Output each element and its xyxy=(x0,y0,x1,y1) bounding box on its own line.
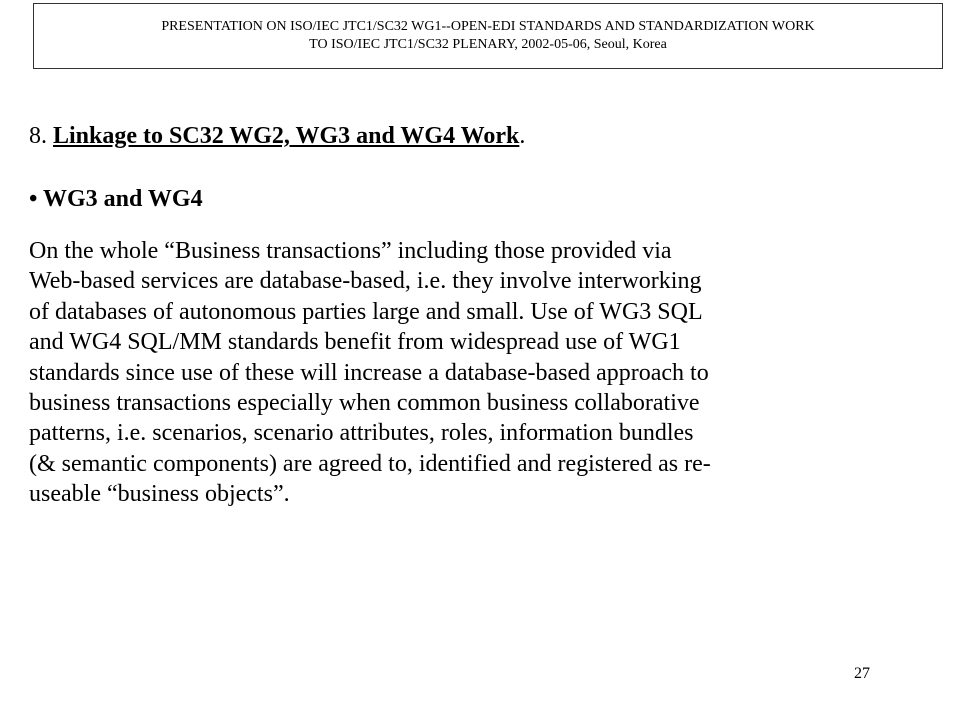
bullet-marker: • xyxy=(29,186,38,212)
body-line: business transactions especially when common business collaborative xyxy=(29,390,700,417)
header-line-1: PRESENTATION ON ISO/IEC JTC1/SC32 WG1--OPEN-EDI STANDARDS AND STANDARDIZATION WORK xyxy=(161,19,815,34)
body-line: patterns, i.e. scenarios, scenario attributes, roles, information bundles xyxy=(29,420,694,447)
header-line-2: TO ISO/IEC JTC1/SC32 PLENARY, 2002-05-06, Seoul, Korea xyxy=(309,37,667,52)
bullet-item xyxy=(29,183,203,215)
body-line: and WG4 SQL/MM standards benefit from widespread use of WG1 xyxy=(29,329,681,356)
body-line: On the whole “Business transactions” including those provided via xyxy=(29,238,672,264)
body-line: Web-based services are database-based, i.e. they involve interworking xyxy=(29,268,702,295)
body-line: of databases of autonomous parties large and small. Use of WG3 SQL xyxy=(29,298,703,325)
section-title: Linkage to SC32 WG2, WG3 and WG4 Work xyxy=(53,123,520,149)
body-paragraph xyxy=(29,236,944,510)
body-line: standards since use of these will increase a database-based approach to xyxy=(29,359,709,386)
section-number: 8. xyxy=(29,123,53,149)
bullet-text: WG3 and WG4 xyxy=(42,186,203,212)
section-title-period: . xyxy=(519,123,526,149)
page-number: 27 xyxy=(854,665,870,682)
body-line: (& semantic components) are agreed to, identified and registered as re- xyxy=(29,450,711,477)
header-box xyxy=(33,3,943,69)
body-line: useable “business objects”. xyxy=(29,481,290,508)
section-heading xyxy=(29,120,525,152)
